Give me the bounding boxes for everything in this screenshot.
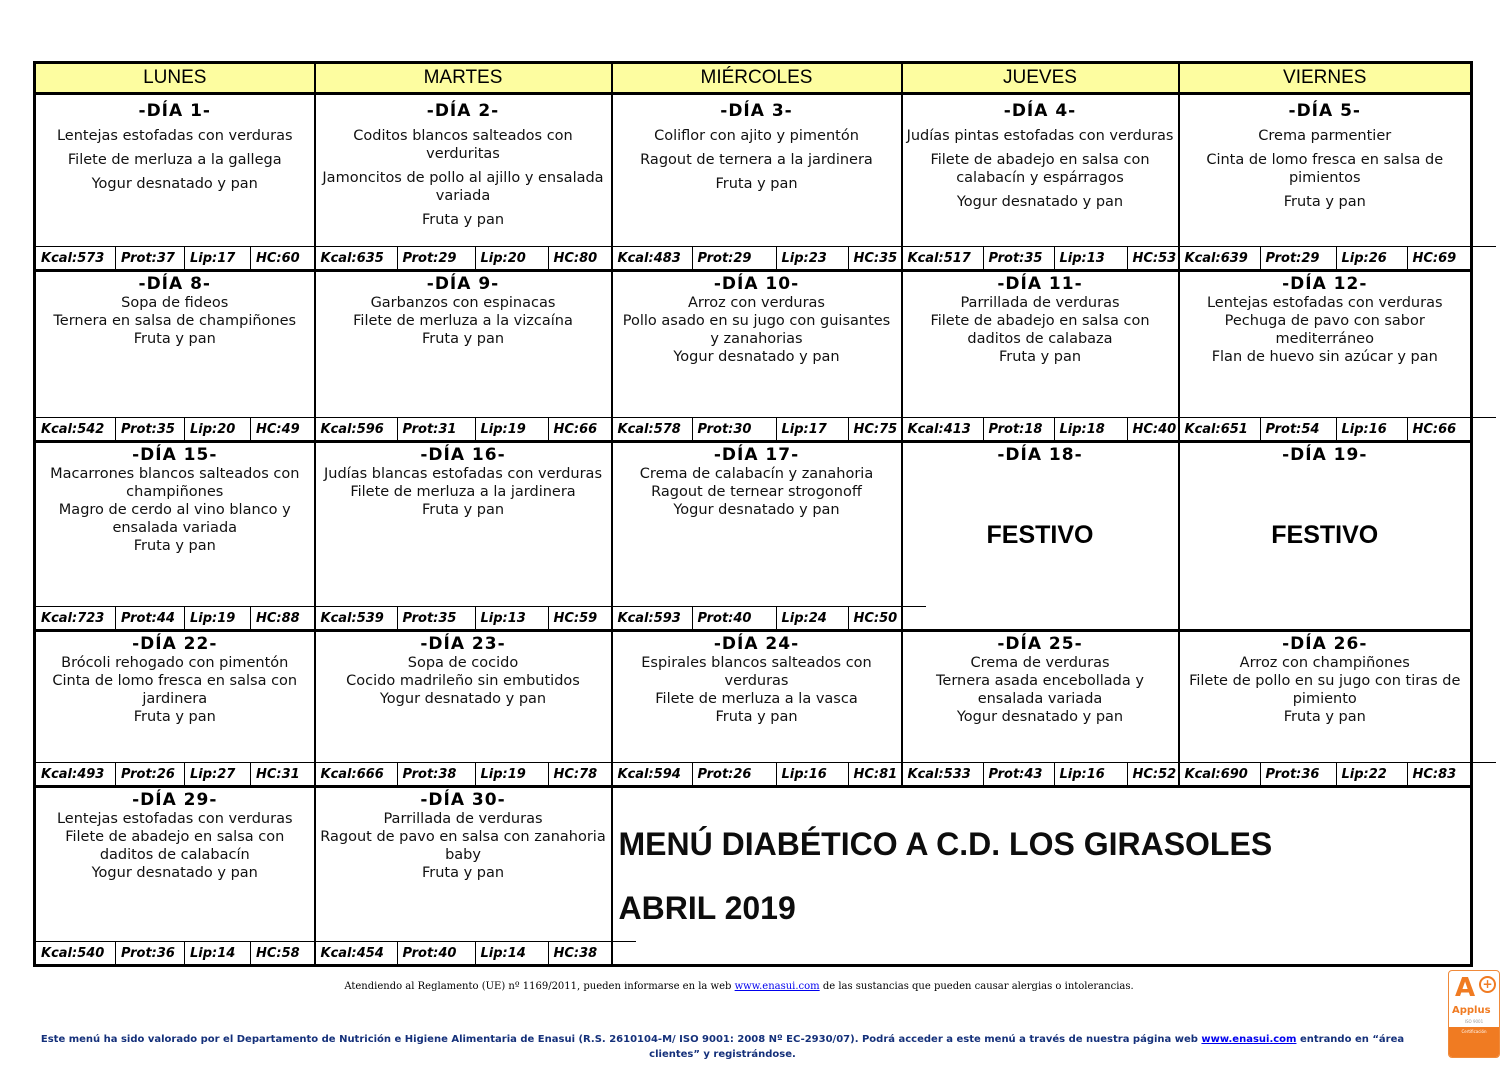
dish-item: Crema de verduras: [970, 655, 1110, 671]
dish-item: Parrillada de verduras: [383, 811, 543, 827]
protein-value: Prot:44: [116, 607, 185, 630]
nutrition-row: [316, 606, 636, 629]
menu-body: [35, 94, 1472, 966]
kcal-value: Kcal:723: [41, 610, 105, 626]
protein-value: Prot:35: [983, 247, 1054, 270]
day-title: -DÍA 22-: [132, 634, 218, 654]
dish-item: Fruta y pan: [133, 538, 216, 554]
lipids-value: Lip:26: [1336, 247, 1407, 270]
day-title: -DÍA 1-: [138, 101, 211, 121]
day-title: -DÍA 3-: [720, 101, 793, 121]
dish-item: Lentejas estofadas con verduras: [1206, 295, 1443, 311]
lipids-value: Lip:16: [1054, 763, 1127, 786]
day-content: [903, 95, 1178, 246]
kcal-value: Kcal:483: [617, 250, 681, 266]
dish-item: Arroz con champiñones: [1239, 655, 1410, 671]
lipids-value: Lip:20: [185, 418, 251, 441]
dish-item: Fruta y pan: [1283, 194, 1366, 210]
day-cell: [315, 787, 612, 966]
day-content: [613, 443, 901, 606]
kcal-value: Kcal:593: [617, 610, 681, 626]
day-content: [613, 632, 901, 762]
protein-value: Prot:54: [1260, 418, 1336, 441]
week-row: [35, 271, 1472, 442]
kcal-value: Kcal:533: [907, 766, 971, 782]
dish-item: Coliflor con ajito y pimentón: [654, 128, 859, 144]
day-content: [903, 632, 1178, 762]
carbs-value: HC:58: [251, 942, 340, 965]
protein-value: Prot:38: [397, 763, 475, 786]
protein-value: Prot:35: [397, 607, 475, 630]
lipids-value: Lip:14: [185, 942, 251, 965]
certification-logo-mark: A: [1455, 973, 1476, 1003]
kcal-value: Kcal:596: [320, 421, 384, 437]
carbs-value: HC:75: [848, 418, 926, 441]
carbs-value: HC:83: [1407, 763, 1496, 786]
dish-item: Yogur desnatado y pan: [673, 502, 840, 518]
lipids-value: Lip:16: [1336, 418, 1407, 441]
day-content: [316, 443, 611, 606]
menu-table: [33, 61, 1473, 967]
nutrition-row: [903, 246, 1203, 269]
day-cell: [1179, 631, 1472, 787]
nutrition-row: [1180, 762, 1496, 785]
festivo-label: FESTIVO: [986, 521, 1094, 549]
day-title: -DÍA 8-: [138, 274, 211, 294]
kcal-value: Kcal:542: [41, 421, 105, 437]
protein-value: Prot:40: [692, 607, 776, 630]
lipids-value: Lip:22: [1336, 763, 1407, 786]
day-cell: [315, 442, 612, 631]
day-content: [36, 443, 314, 606]
day-cell: [902, 94, 1179, 271]
protein-value: Prot:43: [983, 763, 1054, 786]
nutrition-row: [36, 246, 339, 269]
day-title: -DÍA 18-: [997, 445, 1083, 465]
protein-value: Prot:40: [397, 942, 475, 965]
day-cell: [315, 271, 612, 442]
day-content: [1180, 272, 1471, 417]
day-content: [903, 272, 1178, 417]
carbs-value: HC:40: [1127, 418, 1203, 441]
kcal-value: Kcal:540: [41, 945, 105, 961]
dish-item: Ternera asada encebollada y ensalada variada: [936, 673, 1144, 707]
dish-item: Garbanzos con espinacas: [370, 295, 556, 311]
carbs-value: HC:38: [548, 942, 636, 965]
carbs-value: HC:88: [251, 607, 340, 630]
certification-logo-fineprint: ISO 9001: [1464, 1019, 1484, 1024]
carbs-value: HC:80: [548, 247, 636, 270]
allergen-note-text-end: de las sustancias que pueden causar alergias o intolerancias.: [819, 981, 1134, 992]
dish-item: Filete de abadejo en salsa con calabacín y espárragos: [930, 152, 1150, 186]
lipids-value: Lip:16: [776, 763, 848, 786]
day-content: [36, 95, 314, 246]
kcal-value: Kcal:594: [617, 766, 681, 782]
dish-item: Magro de cerdo al vino blanco y ensalada variada: [58, 502, 291, 536]
protein-value: Prot:35: [116, 418, 185, 441]
kcal-value: Kcal:635: [320, 250, 384, 266]
lipids-value: Lip:20: [475, 247, 548, 270]
allergen-note-text: Atendiendo al Reglamento (UE) nº 1169/2011, pueden informarse en la web: [344, 981, 735, 992]
dish-item: Fruta y pan: [715, 709, 798, 725]
dish-item: Fruta y pan: [133, 331, 216, 347]
weekday-header-jueves: JUEVES: [902, 63, 1179, 94]
carbs-value: HC:81: [848, 763, 926, 786]
day-title: -DÍA 15-: [132, 445, 218, 465]
kcal-value: Kcal:666: [320, 766, 384, 782]
day-content: [1180, 443, 1471, 629]
dish-item: Fruta y pan: [421, 865, 505, 881]
day-cell: [35, 631, 315, 787]
dish-item: Brócoli rehogado con pimentón: [61, 655, 289, 671]
lipids-value: Lip:14: [475, 942, 548, 965]
weekday-header-lunes: LUNES: [35, 63, 315, 94]
protein-value: Prot:26: [116, 763, 185, 786]
day-cell: [35, 94, 315, 271]
lipids-value: Lip:23: [776, 247, 848, 270]
dish-item: Lentejas estofadas con verduras: [56, 811, 293, 827]
day-content: [316, 95, 611, 246]
kcal-value: Kcal:578: [617, 421, 681, 437]
protein-value: Prot:37: [116, 247, 185, 270]
protein-value: Prot:36: [116, 942, 185, 965]
carbs-value: HC:49: [251, 418, 340, 441]
carbs-value: HC:50: [848, 607, 926, 630]
dish-item: Crema parmentier: [1258, 128, 1392, 144]
menu-title-cell: [612, 787, 1472, 966]
dish-item: Fruta y pan: [421, 502, 505, 518]
protein-value: Prot:29: [1260, 247, 1336, 270]
day-cell: [1179, 442, 1472, 631]
day-cell: [1179, 271, 1472, 442]
day-title: -DÍA 29-: [132, 790, 218, 810]
dish-item: Fruta y pan: [421, 212, 505, 228]
dish-item: Yogur desnatado y pan: [956, 194, 1124, 210]
dish-item: Filete de abadejo en salsa con daditos de calabaza: [930, 313, 1150, 347]
week-row: [35, 631, 1472, 787]
nutrition-row: [1180, 246, 1496, 269]
nutrition-row: [613, 606, 926, 629]
dish-item: Ragout de ternera a la jardinera: [640, 152, 873, 168]
day-content: [36, 788, 314, 941]
carbs-value: HC:35: [848, 247, 926, 270]
day-title: -DÍA 16-: [420, 445, 506, 465]
day-content: [903, 443, 1178, 629]
nutrition-row: [1180, 417, 1496, 440]
week-row: [35, 94, 1472, 271]
day-content: [36, 632, 314, 762]
dish-item: Fruta y pan: [421, 331, 505, 347]
dish-item: Arroz con verduras: [687, 295, 825, 311]
weekday-header-row: [35, 63, 1472, 94]
lipids-value: Lip:17: [776, 418, 848, 441]
dish-item: Filete de abadejo en salsa con daditos de calabacín: [65, 829, 285, 863]
day-title: -DÍA 24-: [713, 634, 800, 654]
dish-item: Coditos blancos salteados con verduritas: [353, 128, 573, 162]
nutrition-row: [613, 762, 926, 785]
week-row: [35, 787, 1472, 966]
day-title: -DÍA 9-: [426, 274, 500, 294]
nutrition-row: [36, 417, 339, 440]
certification-plus-icon: +: [1479, 976, 1496, 993]
day-content: [316, 272, 611, 417]
dish-item: Fruta y pan: [133, 709, 216, 725]
lipids-value: Lip:17: [185, 247, 251, 270]
day-content: [316, 632, 611, 762]
dish-item: Fruta y pan: [715, 176, 798, 192]
day-title: -DÍA 11-: [997, 274, 1083, 294]
lipids-value: Lip:19: [475, 418, 548, 441]
protein-value: Prot:18: [983, 418, 1054, 441]
dish-item: Yogur desnatado y pan: [91, 865, 258, 881]
day-cell: [35, 442, 315, 631]
protein-value: Prot:36: [1260, 763, 1336, 786]
valuation-note: [35, 1032, 1410, 1062]
carbs-value: HC:53: [1127, 247, 1203, 270]
dish-item: Yogur desnatado y pan: [956, 709, 1124, 725]
dish-item: Parrillada de verduras: [960, 295, 1120, 311]
day-title: -DÍA 25-: [997, 634, 1083, 654]
day-content: [36, 272, 314, 417]
certification-logo-label: Certificación: [1449, 1027, 1499, 1057]
lipids-value: Lip:13: [1054, 247, 1127, 270]
allergen-note: [0, 981, 1478, 992]
dish-item: Fruta y pan: [998, 349, 1082, 365]
dish-item: Yogur desnatado y pan: [379, 691, 547, 707]
dish-item: Yogur desnatado y pan: [673, 349, 840, 365]
carbs-value: HC:52: [1127, 763, 1203, 786]
lipids-value: Lip:13: [475, 607, 548, 630]
carbs-value: HC:59: [548, 607, 636, 630]
dish-item: Ragout de pavo en salsa con zanahoria baby: [320, 829, 606, 863]
kcal-value: Kcal:573: [41, 250, 105, 266]
day-content: [316, 788, 611, 941]
dish-item: Judías pintas estofadas con verduras: [906, 128, 1174, 144]
kcal-value: Kcal:651: [1184, 421, 1248, 437]
day-cell: [612, 442, 902, 631]
nutrition-row: [316, 941, 636, 964]
lipids-value: Lip:27: [185, 763, 251, 786]
dish-item: Fruta y pan: [1283, 709, 1366, 725]
day-title: -DÍA 10-: [713, 274, 800, 294]
carbs-value: HC:66: [548, 418, 636, 441]
day-title: -DÍA 12-: [1282, 274, 1368, 294]
day-title: -DÍA 23-: [420, 634, 506, 654]
allergen-web-link[interactable]: www.enasui.com: [734, 981, 820, 992]
day-cell: [612, 631, 902, 787]
lipids-value: Lip:19: [475, 763, 548, 786]
nutrition-row: [316, 246, 636, 269]
weekday-header-viernes: VIERNES: [1179, 63, 1472, 94]
dish-item: Flan de huevo sin azúcar y pan: [1211, 349, 1438, 365]
day-content: [1180, 95, 1471, 246]
nutrition-row: [36, 941, 339, 964]
week-row: [35, 442, 1472, 631]
day-cell: [612, 271, 902, 442]
day-cell: [902, 442, 1179, 631]
protein-value: Prot:29: [397, 247, 475, 270]
carbs-value: HC:78: [548, 763, 636, 786]
festivo-label: FESTIVO: [1271, 521, 1379, 549]
carbs-value: HC:31: [251, 763, 340, 786]
lipids-value: Lip:24: [776, 607, 848, 630]
dish-item: Yogur desnatado y pan: [91, 176, 258, 192]
nutrition-row: [903, 417, 1203, 440]
kcal-value: Kcal:539: [320, 610, 384, 626]
dish-item: Sopa de cocido: [407, 655, 519, 671]
certification-logo: [1448, 970, 1500, 1058]
day-cell: [35, 271, 315, 442]
dish-item: Ragout de ternear strogonoff: [651, 484, 862, 500]
dish-item: Ternera en salsa de champiñones: [53, 313, 297, 329]
dish-item: Pollo asado en su jugo con guisantes y zanahorias: [622, 313, 891, 347]
dish-item: Macarrones blancos salteados con champiñones: [50, 466, 300, 500]
kcal-value: Kcal:639: [1184, 250, 1248, 266]
nutrition-row: [36, 762, 339, 785]
menu-title: MENÚ DIABÉTICO A C.D. LOS GIRASOLES: [618, 826, 1273, 862]
dish-item: Sopa de fideos: [121, 295, 229, 311]
day-cell: [35, 787, 315, 966]
weekday-header-miercoles: MIÉRCOLES: [612, 63, 902, 94]
nutrition-row: [316, 762, 636, 785]
day-title: -DÍA 17-: [713, 445, 800, 465]
dish-item: Filete de merluza a la jardinera: [350, 484, 576, 500]
dish-item: Cinta de lomo fresca en salsa de pimientos: [1206, 152, 1444, 186]
dish-item: Filete de merluza a la gallega: [67, 152, 282, 168]
day-title: -DÍA 19-: [1282, 445, 1368, 465]
nutrition-row: [316, 417, 636, 440]
dish-item: Cocido madrileño sin embutidos: [346, 673, 580, 689]
carbs-value: HC:66: [1407, 418, 1496, 441]
valuation-note-text-end: entrando en “área clientes” y registrándose.: [649, 1034, 1405, 1060]
dish-item: Filete de merluza a la vizcaína: [353, 313, 573, 329]
day-cell: [902, 631, 1179, 787]
nutrition-row: [36, 606, 339, 629]
nutrition-row: [613, 417, 926, 440]
lipids-value: Lip:19: [185, 607, 251, 630]
dish-item: Lentejas estofadas con verduras: [56, 128, 293, 144]
valuation-web-link[interactable]: www.enasui.com: [1201, 1034, 1297, 1045]
day-cell: [1179, 94, 1472, 271]
protein-value: Prot:29: [692, 247, 776, 270]
menu-month: ABRIL 2019: [618, 890, 796, 926]
carbs-value: HC:69: [1407, 247, 1496, 270]
day-title: -DÍA 30-: [420, 790, 506, 810]
day-content: [613, 272, 901, 417]
kcal-value: Kcal:413: [907, 421, 971, 437]
day-title: -DÍA 5-: [1288, 101, 1361, 121]
certification-logo-brand: Applus: [1452, 1005, 1491, 1016]
dish-item: Judías blancas estofadas con verduras: [324, 466, 602, 482]
nutrition-row: [903, 762, 1203, 785]
kcal-value: Kcal:493: [41, 766, 105, 782]
lipids-value: Lip:18: [1054, 418, 1127, 441]
day-cell: [612, 94, 902, 271]
day-cell: [902, 271, 1179, 442]
kcal-value: Kcal:690: [1184, 766, 1248, 782]
kcal-value: Kcal:517: [907, 250, 971, 266]
carbs-value: HC:60: [251, 247, 340, 270]
dish-item: Espirales blancos salteados con verduras: [641, 655, 872, 689]
day-cell: [315, 631, 612, 787]
protein-value: Prot:26: [692, 763, 776, 786]
kcal-value: Kcal:454: [320, 945, 384, 961]
day-title: -DÍA 4-: [1003, 101, 1077, 121]
protein-value: Prot:31: [397, 418, 475, 441]
day-title: -DÍA 2-: [426, 101, 500, 121]
day-content: [613, 95, 901, 246]
protein-value: Prot:30: [692, 418, 776, 441]
dish-item: Jamoncitos de pollo al ajillo y ensalada variada: [322, 170, 604, 204]
dish-item: Cinta de lomo fresca en salsa con jardinera: [52, 673, 298, 707]
dish-item: Crema de calabacín y zanahoria: [639, 466, 874, 482]
valuation-note-text: Este menú ha sido valorado por el Departamento de Nutrición e Higiene Alimentaria de Enasui (R.S. 2610104-M/ ISO 9001: 2008 Nº EC-2930/07). Podrá acceder a este menú a través de nuestra página web: [40, 1034, 1202, 1045]
dish-item: Pechuga de pavo con sabor mediterráneo: [1224, 313, 1425, 347]
weekday-header-martes: MARTES: [315, 63, 612, 94]
day-cell: [315, 94, 612, 271]
day-content: [1180, 632, 1471, 762]
nutrition-row: [613, 246, 926, 269]
dish-item: Filete de merluza a la vasca: [655, 691, 858, 707]
dish-item: Filete de pollo en su jugo con tiras de pimiento: [1189, 673, 1461, 707]
day-title: -DÍA 26-: [1282, 634, 1368, 654]
